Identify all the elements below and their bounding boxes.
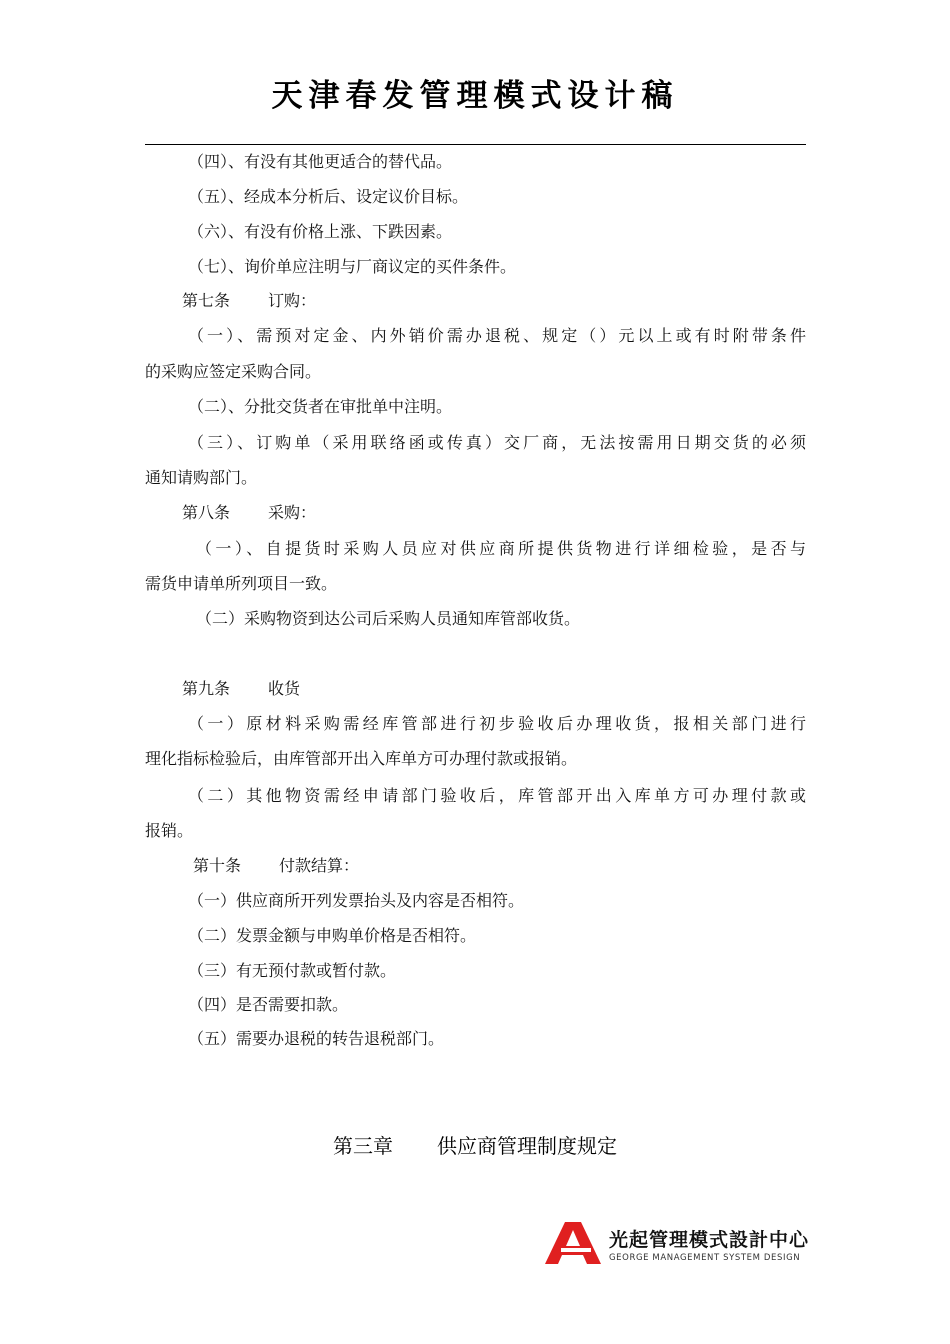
payment-clause-2: （二）发票金额与申购单价格是否相符。 bbox=[188, 926, 477, 945]
order-clause-3-cont: 通知请购部门。 bbox=[145, 468, 258, 487]
clause-5: （五）、经成本分析后、设定议价目标。 bbox=[188, 187, 469, 206]
article-title: 收货 bbox=[268, 679, 301, 698]
purchase-clause-1: （一）、自提货时采购人员应对供应商所提供货物进行详细检验，是否与 bbox=[196, 539, 806, 558]
payment-clause-1: （一）供应商所开列发票抬头及内容是否相符。 bbox=[188, 891, 525, 910]
payment-clause-5: （五）需要办退税的转告退税部门。 bbox=[188, 1029, 445, 1048]
receipt-clause-1-cont: 理化指标检验后，由库管部开出入库单方可办理付款或报销。 bbox=[145, 749, 578, 768]
payment-clause-4: （四）是否需要扣款。 bbox=[188, 995, 349, 1014]
logo-a-icon bbox=[545, 1222, 605, 1264]
chapter-number: 第三章 bbox=[333, 1134, 393, 1158]
clause-7: （七）、询价单应注明与厂商议定的买件条件。 bbox=[188, 257, 517, 276]
chapter-title: 供应商管理制度规定 bbox=[437, 1134, 617, 1158]
clause-6: （六）、有没有价格上涨、下跌因素。 bbox=[188, 222, 453, 241]
header-divider bbox=[145, 144, 806, 145]
article-7-heading bbox=[145, 291, 843, 311]
order-clause-3: （三）、订购单（采用联络函或传真）交厂商，无法按需用日期交货的必须 bbox=[188, 433, 806, 452]
article-10-heading bbox=[145, 856, 854, 876]
article-title: 订购： bbox=[268, 291, 317, 310]
article-number: 第十条 bbox=[193, 856, 242, 875]
logo-chinese-name: 光起管理模式設計中心 bbox=[609, 1229, 810, 1251]
receipt-clause-2-cont: 报销。 bbox=[145, 821, 194, 840]
article-9-heading bbox=[145, 679, 843, 699]
article-title: 采购： bbox=[268, 503, 317, 522]
receipt-clause-1: （一）原材料采购需经库管部进行初步验收后办理收货，报相关部门进行 bbox=[188, 714, 806, 733]
page-title: 天津春发管理模式设计稿 bbox=[271, 78, 679, 114]
order-clause-2: （二）、分批交货者在审批单中注明。 bbox=[188, 397, 453, 416]
article-8-heading bbox=[145, 503, 843, 523]
payment-clause-3: （三）有无预付款或暂付款。 bbox=[188, 961, 397, 980]
purchase-clause-1-cont: 需货申请单所列项目一致。 bbox=[145, 574, 338, 593]
article-number: 第七条 bbox=[182, 291, 231, 310]
order-clause-1-cont: 的采购应签定采购合同。 bbox=[145, 362, 322, 381]
clause-4: （四）、有没有其他更适合的替代品。 bbox=[188, 152, 453, 171]
logo-english-name: GEORGE MANAGEMENT SYSTEM DESIGN bbox=[609, 1253, 801, 1263]
purchase-clause-2: （二）采购物资到达公司后采购人员通知库管部收货。 bbox=[196, 609, 581, 628]
order-clause-1: （一）、需预对定金、内外销价需办退税、规定（）元以上或有时附带条件 bbox=[188, 326, 806, 345]
article-number: 第九条 bbox=[182, 679, 231, 698]
article-title: 付款结算： bbox=[279, 856, 360, 875]
chapter-heading bbox=[0, 1130, 950, 1159]
receipt-clause-2: （二）其他物资需经申请部门验收后，库管部开出入库单方可办理付款或 bbox=[188, 786, 806, 805]
company-logo bbox=[545, 1222, 810, 1272]
article-number: 第八条 bbox=[182, 503, 231, 522]
